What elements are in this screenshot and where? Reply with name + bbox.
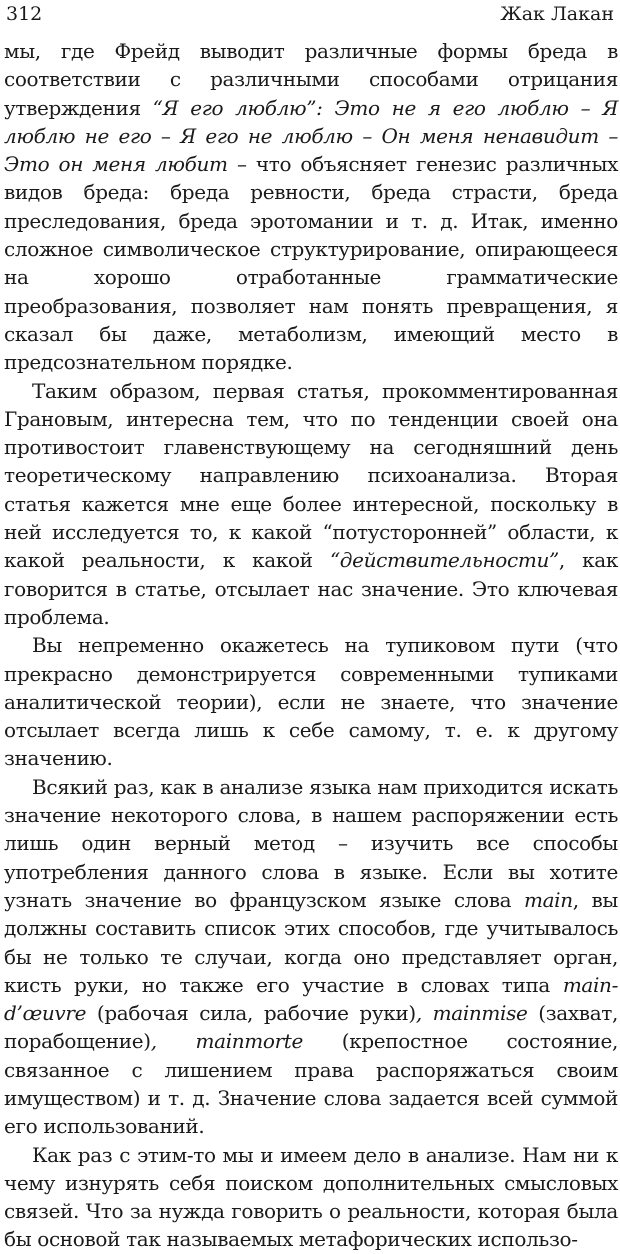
italic-text-run: “Я его люблю”: Это не я его люблю – Я люблю не его – Я его не люблю – Он меня ненавидит – Это он меня любит [4,95,618,177]
text-run: (крепостное состояние, связанное с лишением права распоряжаться своим имуществом) и т. д. Значение слова задается всей суммой его использований. [4,1029,618,1139]
text-run: , вы должны составить список этих способов, где учитывалось бы не только те случаи, когда оно представляет орган, кисть руки, но также его участие в словах типа [4,887,618,997]
paragraph [4,631,618,772]
text-run: мы, где Фрейд выводит различные формы бреда в соответствии с различными способами отрицания утверждения [4,39,618,120]
italic-text-run: main-d’œuvre [4,972,618,1026]
text-run: (захват, порабощение) [4,1001,618,1054]
text-run: Всякий раз, как в анализе языка нам приходится искать значение некоторого слова, в нашем распоряжении есть лишь один верный метод – изучить все способы употребления данного слова в языке. Если вы хотите узнать значение во французском языке слова [4,774,618,912]
body-text [4,37,618,1254]
paragraph [4,377,618,632]
running-title: Жак Лакан [500,3,614,25]
page-number: 312 [6,3,43,25]
italic-text-run: , mainmorte [150,1029,303,1054]
paragraph [4,773,618,1141]
text-run: – что объясняет генезис различных видов бреда: бреда ревности, бреда страсти, бреда преследования, бреда эротомании и т. д. Итак, именно сложное символическое структурирование, опирающееся на хорошо отработанные грамматические преобразования, позволяет нам понять превращения, я сказал бы даже, метаболизм, имеющий место в предсознательном порядке. [4,152,619,375]
text-run: Вы непременно окажетесь на тупиковом пути (что прекрасно демонстрируется современными тупиками аналитической теории), если не знаете, что значение отсылает всегда лишь к себе самому, т. е. к другому значению. [4,633,618,771]
text-run: (рабочая сила, рабочие руки) [86,1001,416,1026]
text-run: Таким образом, первая статья, прокомментированная Грановым, интересна тем, что по тенденции своей она противостоит главенствующему на сегодняшний день теоретическому направлению психоанализа. Вторая статья кажется мне еще более интересной, поскольку в ней исследуется то, к какой “потусторонней” области, к какой реальности, к какой [4,378,618,573]
italic-text-run: main [523,887,573,912]
text-run: , как говорится в статье, отсылает нас значение. Это ключевая проблема. [4,548,619,629]
running-head [4,0,618,37]
italic-text-run: “действительности” [329,548,559,573]
text-run: Как раз с этим-то мы и имеем дело в анализе. Нам ни к чему изнурять себя поиском дополнительных смысловых связей. Что за нужда говорить о реальности, которая была бы основой так называемых метафорических использо- [4,1142,618,1252]
italic-text-run: , mainmise [415,1001,528,1026]
paragraph [4,1141,618,1254]
paragraph [4,37,618,377]
